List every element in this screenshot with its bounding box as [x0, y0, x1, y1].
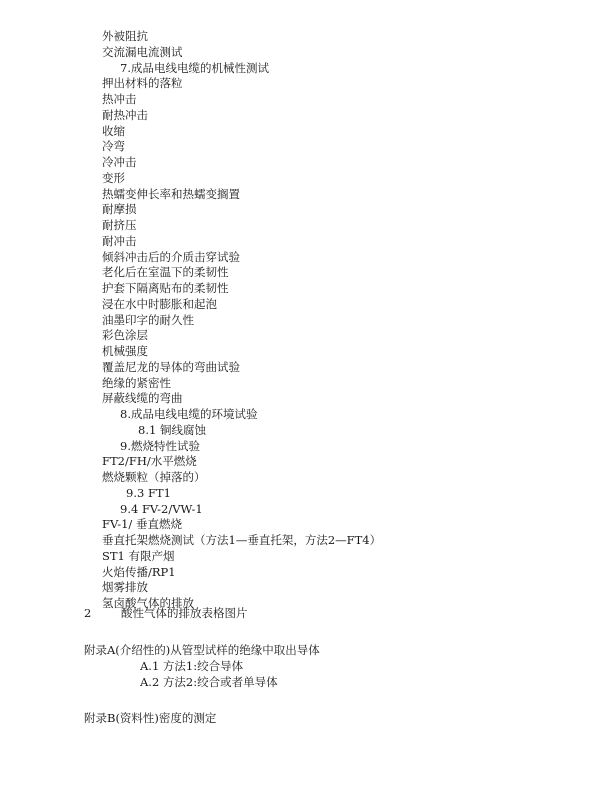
toc-line: 倾斜冲击后的介质击穿试验 — [102, 250, 240, 264]
toc-line: 耐冲击 — [102, 234, 137, 248]
toc-line: 机械强度 — [102, 344, 148, 358]
toc-line: 耐摩损 — [102, 202, 137, 216]
toc-line: 垂直托架燃烧测试（方法1—垂直托架，方法2—FT4） — [102, 533, 382, 547]
appendix-a-title: 附录A(介绍性的)从管型试样的绝缘中取出导体 — [84, 643, 320, 657]
toc-line: 9.4 FV-2/VW-1 — [120, 502, 203, 516]
toc-line: 8.成品电线电缆的环境试验 — [120, 407, 258, 421]
toc-item-2-number: 2 — [84, 606, 92, 620]
toc-line: 变形 — [102, 171, 125, 185]
toc-line: 热冲击 — [102, 92, 137, 106]
toc-line: FT2/FH/水平燃烧 — [102, 454, 197, 468]
toc-line: 8.1 铜线腐蚀 — [138, 423, 206, 437]
toc-line: 油墨印字的耐久性 — [102, 313, 194, 327]
toc-line: 耐热冲击 — [102, 108, 148, 122]
toc-line: 老化后在室温下的柔韧性 — [102, 265, 229, 279]
toc-line: 交流漏电流测试 — [102, 45, 183, 59]
toc-line: 冷冲击 — [102, 155, 137, 169]
toc-line: 热蠕变伸长率和热蠕变搁置 — [102, 187, 240, 201]
toc-line: 押出材料的落粒 — [102, 76, 183, 90]
toc-line: 火焰传播/RP1 — [102, 565, 176, 579]
toc-line: 屏蔽线缆的弯曲 — [102, 391, 183, 405]
toc-item-2-text: 酸性气体的排放表格图片 — [121, 606, 248, 620]
appendix-b-title: 附录B(资料性)密度的测定 — [84, 711, 217, 725]
toc-line: 覆盖尼龙的导体的弯曲试验 — [102, 360, 240, 374]
toc-line: 9.3 FT1 — [126, 486, 171, 500]
toc-line: ST1 有限产烟 — [102, 549, 175, 563]
toc-line: 7.成品电线电缆的机械性测试 — [120, 61, 269, 75]
toc-line: 氢卤酸气体的排放 — [102, 596, 194, 610]
appendix-a2: A.2 方法2:绞合或者单导体 — [140, 675, 278, 689]
toc-line: 耐挤压 — [102, 218, 137, 232]
toc-line: 燃烧颗粒（掉落的） — [102, 470, 206, 484]
toc-line: 冷弯 — [102, 139, 125, 153]
appendix-a1: A.1 方法1:绞合导体 — [140, 659, 244, 673]
toc-line: 烟雾排放 — [102, 580, 148, 594]
toc-line: 收缩 — [102, 124, 125, 138]
toc-line: 绝缘的紧密性 — [102, 376, 171, 390]
toc-line: 护套下隔离贴布的柔韧性 — [102, 281, 229, 295]
toc-line: 外被阻抗 — [102, 29, 148, 43]
toc-line: FV-1/ 垂直燃烧 — [102, 517, 182, 531]
toc-line: 浸在水中时膨胀和起泡 — [102, 297, 217, 311]
toc-line: 彩色涂层 — [102, 328, 148, 342]
toc-line: 9.燃烧特性试验 — [120, 439, 200, 453]
